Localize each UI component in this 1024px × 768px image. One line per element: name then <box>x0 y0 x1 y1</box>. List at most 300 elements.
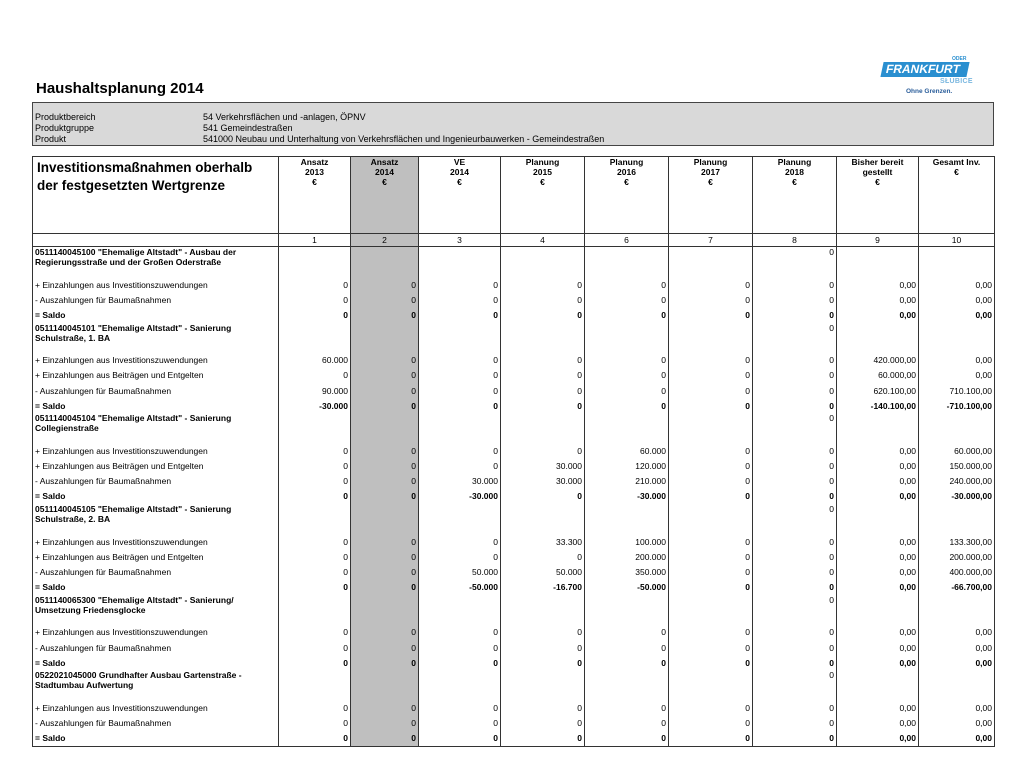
table-cell: 0 <box>279 655 351 670</box>
column-number-row <box>33 234 995 247</box>
table-row <box>33 700 995 715</box>
table-cell: 30.000 <box>419 474 501 489</box>
product-value: 541 Gemeindestraßen <box>203 123 293 133</box>
empty-cell <box>919 413 995 443</box>
table-cell: 200.000 <box>585 549 669 564</box>
table-cell: 0,00 <box>837 655 919 670</box>
table-cell: 0 <box>585 700 669 715</box>
table-row <box>33 277 995 292</box>
table-cell: 0 <box>669 580 753 595</box>
table-cell: 0 <box>669 655 753 670</box>
table-cell: 0 <box>753 443 837 458</box>
column-header <box>279 157 351 234</box>
empty-cell <box>279 413 351 443</box>
empty-cell <box>837 247 919 278</box>
column-header-line3: € <box>708 177 713 187</box>
table-cell: 0,00 <box>919 368 995 383</box>
table-cell: 0 <box>669 368 753 383</box>
row-label: = Saldo <box>33 580 279 595</box>
column-header-line3: € <box>875 177 880 187</box>
table-cell: -16.700 <box>501 580 585 595</box>
table-cell: 0 <box>669 307 753 322</box>
row-label: - Auszahlungen für Baumaßnahmen <box>33 564 279 579</box>
measure-marker: 0 <box>753 413 837 443</box>
table-cell: -30.000 <box>585 489 669 504</box>
table-cell: 0 <box>753 625 837 640</box>
table-cell: 0 <box>753 580 837 595</box>
table-cell: 0 <box>279 625 351 640</box>
empty-cell <box>837 413 919 443</box>
empty-cell <box>419 504 501 534</box>
column-header-line1: Gesamt Inv. <box>932 157 981 167</box>
table-cell: 0 <box>669 443 753 458</box>
table-header-row <box>33 157 995 234</box>
table-cell: 0 <box>279 731 351 747</box>
table-cell: 0 <box>501 292 585 307</box>
column-header-line3: € <box>792 177 797 187</box>
table-cell: 0 <box>669 383 753 398</box>
empty-cell <box>279 504 351 534</box>
table-cell: 0 <box>419 383 501 398</box>
table-cell: 0 <box>419 353 501 368</box>
empty-cell <box>669 595 753 625</box>
row-label: = Saldo <box>33 655 279 670</box>
table-cell: 0,00 <box>919 655 995 670</box>
table-cell: 0 <box>585 368 669 383</box>
table-cell: 0 <box>669 549 753 564</box>
column-number: 8 <box>753 234 837 247</box>
table-cell: 0,00 <box>837 443 919 458</box>
empty-cell <box>351 413 419 443</box>
column-header-line2: € <box>954 167 959 177</box>
table-cell: 0 <box>501 353 585 368</box>
column-header-line1: Planung <box>693 157 728 167</box>
table-cell: -50.000 <box>419 580 501 595</box>
table-cell: 0 <box>351 716 419 731</box>
table-cell: 0 <box>585 640 669 655</box>
measure-heading-row <box>33 504 995 534</box>
table-cell: 0 <box>753 292 837 307</box>
column-number: 2 <box>351 234 419 247</box>
table-cell: 60.000,00 <box>837 368 919 383</box>
table-cell: 0,00 <box>919 716 995 731</box>
measure-heading-row <box>33 413 995 443</box>
table-cell: 0 <box>279 489 351 504</box>
row-label: - Auszahlungen für Baumaßnahmen <box>33 383 279 398</box>
empty-cell <box>501 595 585 625</box>
table-cell: 0 <box>585 383 669 398</box>
table-cell: 0 <box>669 534 753 549</box>
table-cell: 350.000 <box>585 564 669 579</box>
column-header-line2: 2017 <box>701 167 720 177</box>
table-cell: 0,00 <box>837 580 919 595</box>
measure-heading-row <box>33 247 995 278</box>
table-cell: -140.100,00 <box>837 398 919 413</box>
table-cell: 0 <box>279 292 351 307</box>
column-number: 10 <box>919 234 995 247</box>
empty-cell <box>669 247 753 278</box>
table-cell: 0 <box>351 640 419 655</box>
table-cell: 0,00 <box>919 307 995 322</box>
table-cell: 0 <box>585 655 669 670</box>
table-cell: 0 <box>669 277 753 292</box>
product-label: Produktbereich <box>35 112 96 122</box>
table-cell: 0 <box>351 459 419 474</box>
table-cell: 0 <box>669 398 753 413</box>
table-cell: 710.100,00 <box>919 383 995 398</box>
empty-cell <box>669 504 753 534</box>
table-cell: 150.000,00 <box>919 459 995 474</box>
table-row <box>33 534 995 549</box>
table-cell: 133.300,00 <box>919 534 995 549</box>
table-cell: 0,00 <box>837 700 919 715</box>
table-cell: 0 <box>753 307 837 322</box>
logo-main-text: FRANKFURT <box>880 62 969 77</box>
logo-city-text: SŁUBICE <box>940 78 973 85</box>
empty-cell <box>669 413 753 443</box>
table-cell: 0 <box>585 353 669 368</box>
column-header-line1: Bisher bereit <box>851 157 904 167</box>
column-header-line3: € <box>312 177 317 187</box>
table-cell: 420.000,00 <box>837 353 919 368</box>
table-cell: 0 <box>501 731 585 747</box>
table-cell: 0 <box>419 655 501 670</box>
table-cell: 0 <box>669 564 753 579</box>
table-cell: -30.000 <box>279 398 351 413</box>
table-cell: 0 <box>585 731 669 747</box>
table-cell: 0,00 <box>837 564 919 579</box>
table-cell: 0 <box>279 307 351 322</box>
table-cell: 0 <box>351 534 419 549</box>
table-cell: 0 <box>501 398 585 413</box>
measure-heading-row <box>33 670 995 700</box>
row-label: - Auszahlungen für Baumaßnahmen <box>33 292 279 307</box>
table-cell: -50.000 <box>585 580 669 595</box>
measure-marker: 0 <box>753 504 837 534</box>
table-cell: 0 <box>585 716 669 731</box>
product-info-box <box>32 102 994 146</box>
table-cell: -710.100,00 <box>919 398 995 413</box>
table-cell: 0 <box>669 353 753 368</box>
table-cell: 30.000 <box>501 474 585 489</box>
table-cell: 0,00 <box>837 459 919 474</box>
table-cell: 0 <box>279 549 351 564</box>
measure-name: 0522021045000 Grundhafter Ausbau Gartenstraße - Stadtumbau Aufwertung <box>33 670 279 700</box>
product-value: 541000 Neubau und Unterhaltung von Verkehrsflächen und Ingenieurbauwerken - Gemeindestraßen <box>203 134 605 144</box>
table-cell: 60.000,00 <box>919 443 995 458</box>
table-cell: 0 <box>753 700 837 715</box>
table-cell: 0 <box>753 716 837 731</box>
empty-cell <box>419 247 501 278</box>
row-label: - Auszahlungen für Baumaßnahmen <box>33 716 279 731</box>
empty-cell <box>585 595 669 625</box>
table-row <box>33 292 995 307</box>
table-cell: 0,00 <box>837 307 919 322</box>
table-cell: 0 <box>419 398 501 413</box>
empty-cell <box>669 323 753 353</box>
empty-cell <box>837 323 919 353</box>
table-cell: 0 <box>419 625 501 640</box>
empty-cell <box>585 413 669 443</box>
empty-cell <box>419 413 501 443</box>
row-label: - Auszahlungen für Baumaßnahmen <box>33 474 279 489</box>
empty-cell <box>585 323 669 353</box>
column-header-line2: 2014 <box>450 167 469 177</box>
column-header-line2: 2016 <box>617 167 636 177</box>
product-label: Produktgruppe <box>35 123 95 133</box>
row-label: + Einzahlungen aus Investitionszuwendungen <box>33 534 279 549</box>
table-cell: 0 <box>419 549 501 564</box>
blank-cell <box>33 234 279 247</box>
empty-cell <box>279 595 351 625</box>
empty-cell <box>419 670 501 700</box>
table-cell: -66.700,00 <box>919 580 995 595</box>
column-header-line3: € <box>457 177 462 187</box>
table-cell: 30.000 <box>501 459 585 474</box>
measure-marker: 0 <box>753 595 837 625</box>
measure-marker: 0 <box>753 323 837 353</box>
empty-cell <box>351 595 419 625</box>
table-row <box>33 383 995 398</box>
table-cell: 0 <box>279 474 351 489</box>
empty-cell <box>585 247 669 278</box>
empty-cell <box>351 247 419 278</box>
table-cell: 50.000 <box>501 564 585 579</box>
table-cell: 0 <box>669 625 753 640</box>
table-cell: 0,00 <box>837 489 919 504</box>
empty-cell <box>919 247 995 278</box>
column-header-line3: € <box>382 177 387 187</box>
column-header-line2: 2018 <box>785 167 804 177</box>
table-cell: 0 <box>351 625 419 640</box>
table-cell: 0 <box>753 383 837 398</box>
table-cell: 0,00 <box>919 625 995 640</box>
column-header <box>351 157 419 234</box>
empty-cell <box>919 504 995 534</box>
table-cell: 0,00 <box>837 731 919 747</box>
measure-marker: 0 <box>753 247 837 278</box>
table-cell: 0 <box>279 580 351 595</box>
table-cell: 100.000 <box>585 534 669 549</box>
row-label: = Saldo <box>33 489 279 504</box>
table-cell: 0,00 <box>919 277 995 292</box>
column-header-line1: VE <box>453 157 466 167</box>
table-cell: 0,00 <box>919 640 995 655</box>
empty-cell <box>585 670 669 700</box>
column-header-line1: Ansatz <box>370 157 399 167</box>
table-cell: 60.000 <box>279 353 351 368</box>
column-header-line3: € <box>540 177 545 187</box>
table-cell: 0 <box>419 459 501 474</box>
table-cell: 0 <box>585 292 669 307</box>
table-row <box>33 353 995 368</box>
table-cell: 0 <box>351 383 419 398</box>
table-cell: 0 <box>351 549 419 564</box>
row-label: + Einzahlungen aus Beiträgen und Entgelten <box>33 549 279 564</box>
column-number: 1 <box>279 234 351 247</box>
table-cell: 0 <box>351 474 419 489</box>
table-cell: 0 <box>753 564 837 579</box>
table-cell: 0 <box>351 580 419 595</box>
table-cell: 0 <box>351 307 419 322</box>
column-header <box>419 157 501 234</box>
table-cell: 0 <box>501 489 585 504</box>
table-cell: 0 <box>419 292 501 307</box>
table-cell: 0 <box>501 277 585 292</box>
table-cell: 240.000,00 <box>919 474 995 489</box>
column-header-line2: 2014 <box>375 167 394 177</box>
measure-heading-row <box>33 595 995 625</box>
table-cell: 0 <box>753 353 837 368</box>
table-row <box>33 459 995 474</box>
table-row <box>33 549 995 564</box>
column-header-line1: Planung <box>525 157 560 167</box>
table-cell: 0 <box>279 534 351 549</box>
column-header <box>669 157 753 234</box>
table-cell: 0 <box>669 731 753 747</box>
empty-cell <box>279 323 351 353</box>
table-cell: 0,00 <box>919 292 995 307</box>
table-cell: 0 <box>501 655 585 670</box>
table-cell: 0 <box>351 700 419 715</box>
empty-cell <box>501 247 585 278</box>
empty-cell <box>351 504 419 534</box>
column-header-line2: 2015 <box>533 167 552 177</box>
table-cell: 0 <box>501 368 585 383</box>
table-cell: 0 <box>501 307 585 322</box>
table-cell: 0 <box>501 700 585 715</box>
row-label: = Saldo <box>33 398 279 413</box>
measure-heading-row <box>33 323 995 353</box>
table-cell: -30.000 <box>419 489 501 504</box>
row-label: + Einzahlungen aus Investitionszuwendungen <box>33 700 279 715</box>
table-cell: 0 <box>753 277 837 292</box>
table-cell: 0 <box>351 353 419 368</box>
table-cell: 0 <box>351 564 419 579</box>
empty-cell <box>419 595 501 625</box>
table-cell: 0 <box>351 655 419 670</box>
row-label: + Einzahlungen aus Investitionszuwendungen <box>33 353 279 368</box>
table-cell: 120.000 <box>585 459 669 474</box>
table-cell: 0 <box>501 443 585 458</box>
table-cell: 0 <box>753 474 837 489</box>
column-header-line2: gestellt <box>862 167 893 177</box>
column-header-line1: Planung <box>777 157 812 167</box>
row-label: + Einzahlungen aus Beiträgen und Entgelten <box>33 368 279 383</box>
table-row <box>33 489 995 504</box>
table-cell: 0 <box>351 368 419 383</box>
table-cell: 0,00 <box>837 640 919 655</box>
product-label: Produkt <box>35 134 67 144</box>
table-cell: 0,00 <box>837 474 919 489</box>
table-cell: 0 <box>351 398 419 413</box>
row-label: + Einzahlungen aus Investitionszuwendungen <box>33 277 279 292</box>
table-cell: 0 <box>419 640 501 655</box>
table-cell: 0 <box>753 398 837 413</box>
table-cell: 0 <box>419 731 501 747</box>
table-row <box>33 625 995 640</box>
empty-cell <box>669 670 753 700</box>
table-row <box>33 443 995 458</box>
table-cell: 0 <box>279 700 351 715</box>
empty-cell <box>501 504 585 534</box>
table-cell: 0 <box>279 277 351 292</box>
column-number: 4 <box>501 234 585 247</box>
table-title: Investitionsmaßnahmen oberhalb der festgesetzten Wertgrenze <box>33 157 279 234</box>
investment-table <box>32 156 995 747</box>
table-cell: 0 <box>351 489 419 504</box>
table-cell: 0 <box>669 459 753 474</box>
measure-name: 0511140045105 "Ehemalige Altstadt" - Sanierung Schulstraße, 2. BA <box>33 504 279 534</box>
table-cell: 0 <box>753 368 837 383</box>
empty-cell <box>501 413 585 443</box>
table-cell: 0 <box>279 368 351 383</box>
table-cell: 0 <box>501 625 585 640</box>
column-header <box>837 157 919 234</box>
column-header-line1: Planung <box>609 157 644 167</box>
column-header <box>919 157 995 234</box>
table-cell: 0,00 <box>837 625 919 640</box>
table-cell: 400.000,00 <box>919 564 995 579</box>
table-cell: 0 <box>669 640 753 655</box>
table-cell: 0 <box>351 292 419 307</box>
table-cell: 0 <box>669 716 753 731</box>
page-title: Haushaltsplanung 2014 <box>36 80 204 97</box>
table-cell: 0 <box>419 716 501 731</box>
empty-cell <box>501 323 585 353</box>
table-cell: 33.300 <box>501 534 585 549</box>
column-number: 9 <box>837 234 919 247</box>
column-header <box>585 157 669 234</box>
measure-name: 0511140045101 "Ehemalige Altstadt" - Sanierung Schulstraße, 1. BA <box>33 323 279 353</box>
table-cell: 0 <box>753 534 837 549</box>
table-row <box>33 580 995 595</box>
table-cell: 0 <box>419 307 501 322</box>
empty-cell <box>351 323 419 353</box>
table-row <box>33 564 995 579</box>
product-value: 54 Verkehrsflächen und -anlagen, ÖPNV <box>203 112 366 122</box>
column-header-line1: Ansatz <box>300 157 329 167</box>
table-cell: 0 <box>501 640 585 655</box>
empty-cell <box>279 670 351 700</box>
table-cell: 620.100,00 <box>837 383 919 398</box>
measure-name: 0511140045104 "Ehemalige Altstadt" - Sanierung Collegienstraße <box>33 413 279 443</box>
column-header-line2: 2013 <box>305 167 324 177</box>
column-number: 3 <box>419 234 501 247</box>
empty-cell <box>919 670 995 700</box>
table-cell: 0 <box>753 459 837 474</box>
table-row <box>33 731 995 747</box>
table-cell: 0 <box>279 640 351 655</box>
table-cell: 0 <box>501 383 585 398</box>
table-cell: 0 <box>669 700 753 715</box>
empty-cell <box>585 504 669 534</box>
table-cell: 0 <box>279 716 351 731</box>
measure-name: 0511140065300 "Ehemalige Altstadt" - Sanierung/ Umsetzung Friedensglocke <box>33 595 279 625</box>
row-label: + Einzahlungen aus Beiträgen und Entgelten <box>33 459 279 474</box>
logo-slogan: Ohne Grenzen. <box>906 88 953 95</box>
table-cell: 200.000,00 <box>919 549 995 564</box>
table-row <box>33 398 995 413</box>
table-cell: 0,00 <box>837 716 919 731</box>
column-header <box>753 157 837 234</box>
table-cell: 0 <box>753 549 837 564</box>
row-label: + Einzahlungen aus Investitionszuwendungen <box>33 443 279 458</box>
table-cell: 0 <box>501 549 585 564</box>
table-cell: 0,00 <box>837 534 919 549</box>
table-cell: 0 <box>669 489 753 504</box>
table-cell: 0 <box>585 398 669 413</box>
